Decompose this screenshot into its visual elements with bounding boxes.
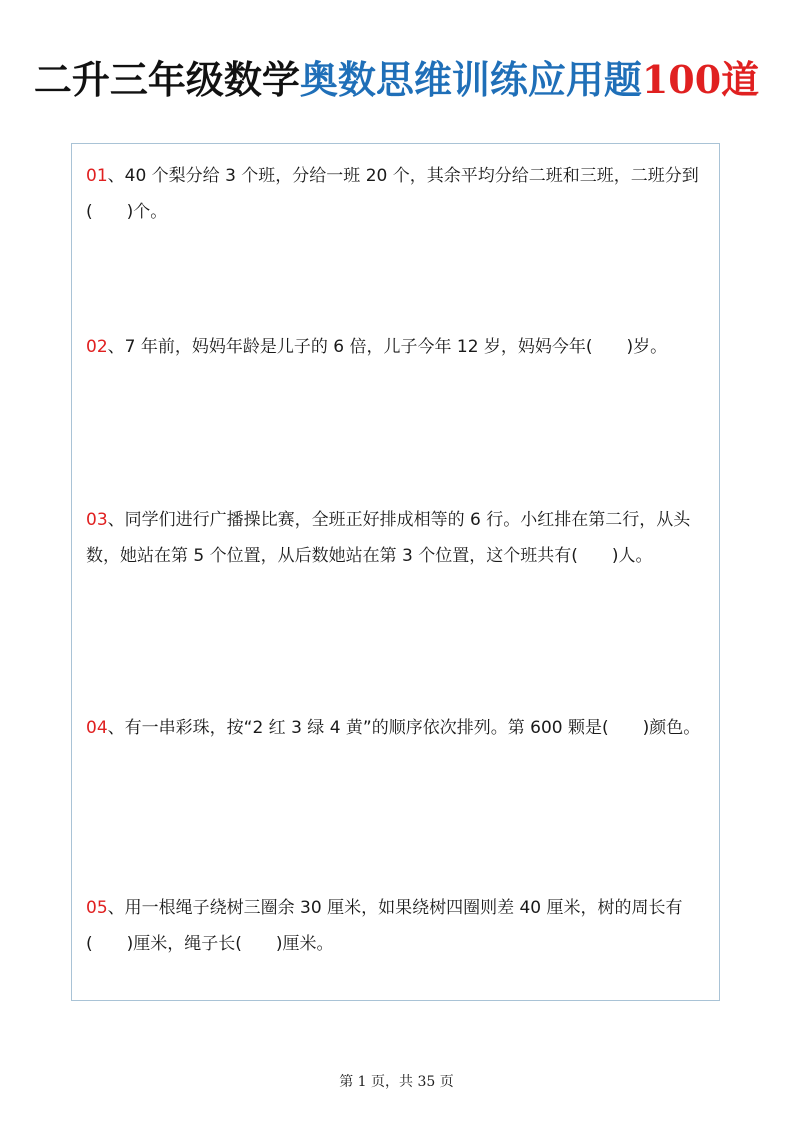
question-number: 05 [86,898,108,918]
title-part-topic: 奥数思维训练应用题 [299,57,642,102]
question-text: 、用一根绳子绕树三圈余 30 厘米，如果绕树四圈则差 40 厘米，树的周长有( )厘米，绳子长( )厘米。 [86,898,683,954]
question-text: 、40 个梨分给 3 个班，分给一班 20 个，其余平均分给二班和三班，二班分到( )个。 [86,166,699,222]
question-02 [86,329,706,365]
question-text: 、7 年前，妈妈年龄是儿子的 6 倍，儿子今年 12 岁，妈妈今年( )岁。 [107,337,668,357]
question-number: 04 [86,718,108,738]
title-part-count: 100道 [641,57,760,102]
question-03 [86,502,706,574]
question-number: 02 [86,337,108,357]
question-04 [86,710,706,746]
question-number: 03 [86,510,108,530]
question-number: 01 [86,166,108,186]
question-text: 、有一串彩珠，按“2 红 3 绿 4 黄”的顺序依次排列。第 600 颗是( )颜色。 [107,718,701,738]
question-01 [86,158,706,230]
title-part-grade: 二升三年级数学 [33,57,300,102]
question-05 [86,890,706,962]
page-footer: 第 1 页，共 35 页 [339,1074,454,1090]
question-text: 、同学们进行广播操比赛，全班正好排成相等的 6 行。小红排在第二行，从头数，她站在第 5 个位置，从后数她站在第 3 个位置，这个班共有( )人。 [86,510,691,566]
page-title [0,52,793,108]
